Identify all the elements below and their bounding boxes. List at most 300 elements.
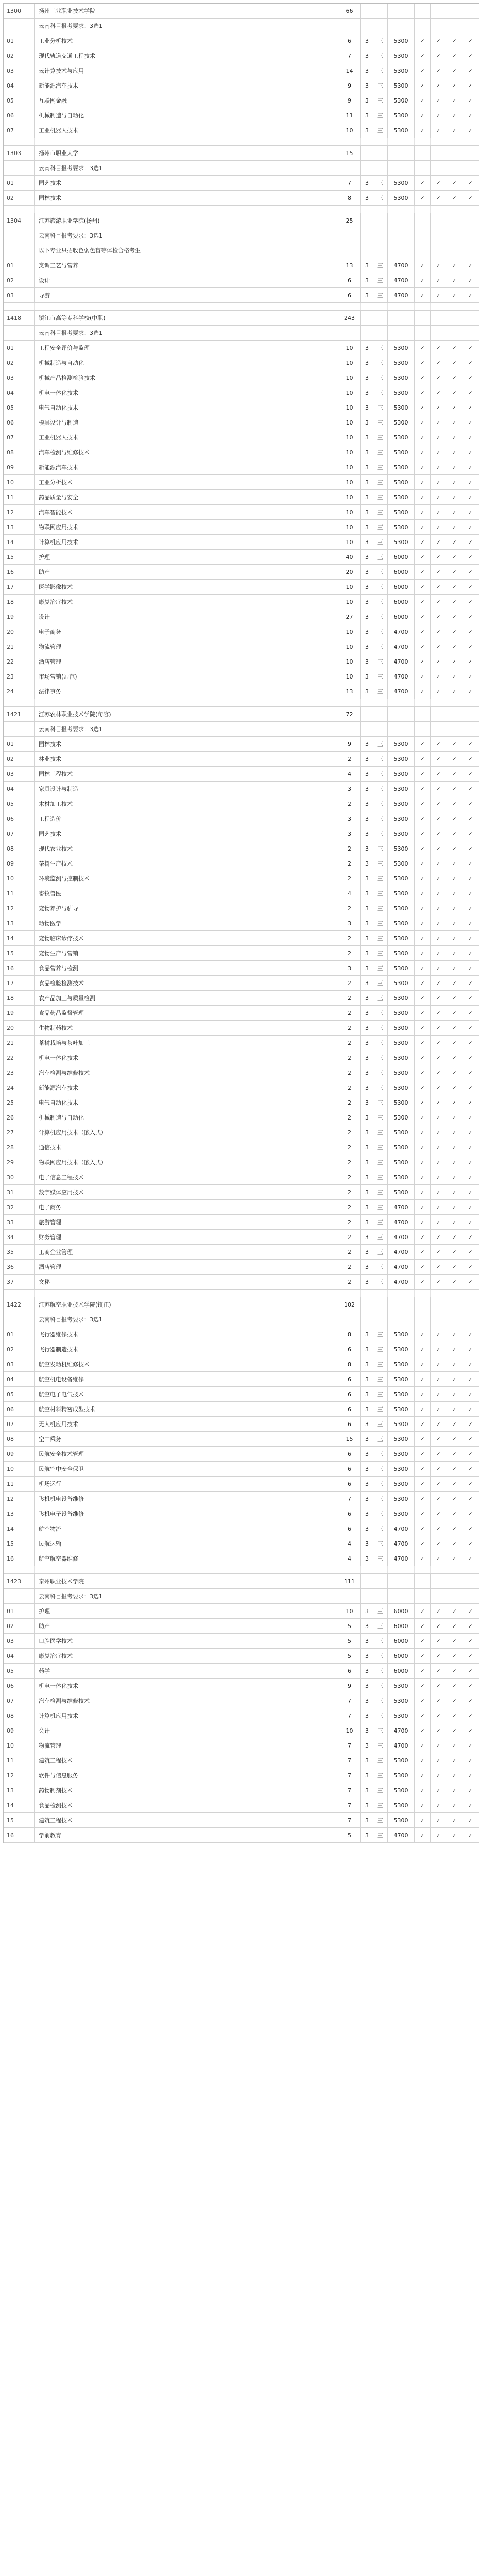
study-years: 3: [361, 1798, 373, 1812]
institution-name: 扬州市职业大学: [35, 146, 338, 160]
check-mark: ✓: [446, 1521, 462, 1536]
table-row: [4, 624, 479, 639]
code-cell: 01: [4, 176, 35, 190]
check-mark: [415, 1297, 431, 1312]
check-mark: [446, 213, 462, 228]
check-mark: [415, 1589, 431, 1603]
plan-count: 15: [338, 146, 361, 160]
level-type: 三: [373, 976, 388, 990]
major-name: 家具设计与制造: [35, 782, 338, 796]
table-row: [4, 1200, 479, 1215]
check-mark: ✓: [446, 1125, 462, 1140]
check-mark: ✓: [446, 93, 462, 108]
code-cell: 31: [4, 1185, 35, 1199]
check-mark: [446, 138, 462, 145]
code-cell: 14: [4, 1798, 35, 1812]
plan-count: 6: [338, 1521, 361, 1536]
check-mark: ✓: [446, 1506, 462, 1521]
requirement-note: 云南科目报考要求：3选1: [35, 1589, 338, 1603]
level-type: 三: [373, 400, 388, 415]
check-mark: [446, 146, 462, 160]
check-mark: [415, 722, 431, 736]
code-cell: 07: [4, 1417, 35, 1431]
tuition-fee: 4700: [388, 1245, 415, 1259]
code-cell: 20: [4, 1021, 35, 1035]
check-mark: ✓: [462, 856, 478, 871]
check-mark: ✓: [431, 1432, 446, 1446]
plan-count: 13: [338, 684, 361, 699]
tuition-fee: 5300: [388, 1050, 415, 1065]
check-mark: ✓: [431, 931, 446, 945]
study-years: 3: [361, 1095, 373, 1110]
table-row: [4, 1536, 479, 1551]
study-years: 3: [361, 520, 373, 534]
tuition-fee: 5300: [388, 93, 415, 108]
table-row: [4, 1275, 479, 1290]
plan-count: 7: [338, 1783, 361, 1798]
study-years: [361, 1297, 373, 1312]
plan-count: 2: [338, 1215, 361, 1229]
code-cell: 12: [4, 1768, 35, 1783]
code-cell: 14: [4, 1521, 35, 1536]
check-mark: ✓: [431, 595, 446, 609]
table-row: [4, 355, 479, 370]
tuition-fee: 5300: [388, 1185, 415, 1199]
code-cell: 33: [4, 1215, 35, 1229]
check-mark: ✓: [462, 385, 478, 400]
table-row: [4, 475, 479, 490]
check-mark: ✓: [431, 1634, 446, 1648]
code-cell: 14: [4, 931, 35, 945]
major-name: 电气自动化技术: [35, 1095, 338, 1110]
level-type: 三: [373, 1768, 388, 1783]
check-mark: ✓: [462, 341, 478, 355]
major-name: 机械产品检测检验技术: [35, 370, 338, 385]
institution-row: [4, 707, 479, 722]
table-row: [4, 1140, 479, 1155]
table-row: [4, 901, 479, 916]
check-mark: ✓: [462, 1813, 478, 1827]
code-cell: 23: [4, 1065, 35, 1080]
plan-count: 2: [338, 1125, 361, 1140]
check-mark: ✓: [415, 595, 431, 609]
check-mark: ✓: [446, 1065, 462, 1080]
check-mark: ✓: [415, 1828, 431, 1842]
study-years: 3: [361, 1521, 373, 1536]
tuition-fee: 6000: [388, 580, 415, 594]
check-mark: ✓: [431, 1536, 446, 1551]
table-row: [4, 669, 479, 684]
tuition-fee: 6000: [388, 1664, 415, 1678]
check-mark: ✓: [462, 961, 478, 975]
check-mark: ✓: [415, 33, 431, 48]
level-type: 三: [373, 78, 388, 93]
check-mark: ✓: [431, 669, 446, 684]
code-cell: 17: [4, 976, 35, 990]
table-row: [4, 886, 479, 901]
check-mark: [415, 161, 431, 175]
check-mark: ✓: [415, 430, 431, 445]
tuition-fee: 5300: [388, 1813, 415, 1827]
code-cell: 07: [4, 123, 35, 138]
code-cell: 15: [4, 550, 35, 564]
table-row: [4, 796, 479, 811]
plan-count: [338, 326, 361, 340]
check-mark: [462, 1574, 478, 1588]
check-mark: ✓: [431, 33, 446, 48]
level-type: 三: [373, 796, 388, 811]
plan-count: 10: [338, 520, 361, 534]
study-years: 3: [361, 811, 373, 826]
code-cell: [4, 228, 35, 243]
check-mark: ✓: [446, 535, 462, 549]
table-row: [4, 782, 479, 796]
table-row: [4, 580, 479, 595]
requirement-note: 云南科目报考要求：3选1: [35, 1312, 338, 1327]
check-mark: ✓: [446, 871, 462, 886]
major-name: 导游: [35, 288, 338, 302]
plan-count: 11: [338, 108, 361, 123]
study-years: 3: [361, 1275, 373, 1289]
major-name: 茶树生产技术: [35, 856, 338, 871]
check-mark: ✓: [446, 609, 462, 624]
table-row: [4, 1185, 479, 1200]
table-row: [4, 505, 479, 520]
major-name: 文秘: [35, 1275, 338, 1289]
check-mark: ✓: [431, 1125, 446, 1140]
code-cell: 37: [4, 1275, 35, 1289]
check-mark: ✓: [415, 609, 431, 624]
check-mark: ✓: [446, 961, 462, 975]
check-mark: ✓: [415, 1275, 431, 1289]
code-cell: 02: [4, 752, 35, 766]
check-mark: ✓: [446, 1036, 462, 1050]
check-mark: ✓: [431, 1813, 446, 1827]
tuition-fee: [388, 1566, 415, 1573]
check-mark: ✓: [462, 811, 478, 826]
level-type: 三: [373, 1140, 388, 1155]
code-cell: 08: [4, 841, 35, 856]
study-years: 3: [361, 639, 373, 654]
study-years: 3: [361, 78, 373, 93]
study-years: 3: [361, 1080, 373, 1095]
level-type: 三: [373, 886, 388, 901]
check-mark: ✓: [446, 1140, 462, 1155]
plan-count: 2: [338, 841, 361, 856]
tuition-fee: 5300: [388, 430, 415, 445]
plan-count: 2: [338, 1036, 361, 1050]
study-years: 3: [361, 1536, 373, 1551]
table-row: [4, 191, 479, 206]
plan-count: 2: [338, 1200, 361, 1214]
level-type: [373, 311, 388, 325]
table-row: [4, 1723, 479, 1738]
plan-count: 25: [338, 213, 361, 228]
check-mark: ✓: [431, 826, 446, 841]
check-mark: ✓: [431, 1357, 446, 1371]
major-name: 物联网应用技术: [35, 520, 338, 534]
tuition-fee: 5300: [388, 856, 415, 871]
check-mark: ✓: [446, 1342, 462, 1357]
table-row: [4, 1021, 479, 1036]
check-mark: ✓: [415, 475, 431, 489]
table-row: [4, 1506, 479, 1521]
check-mark: ✓: [415, 1387, 431, 1401]
study-years: 3: [361, 1417, 373, 1431]
check-mark: ✓: [415, 1768, 431, 1783]
code-cell: [4, 161, 35, 175]
check-mark: ✓: [431, 1768, 446, 1783]
plan-count: 10: [338, 624, 361, 639]
major-name: 康复治疗技术: [35, 1649, 338, 1663]
check-mark: ✓: [415, 385, 431, 400]
check-mark: ✓: [446, 1798, 462, 1812]
check-mark: ✓: [431, 1828, 446, 1842]
check-mark: [415, 243, 431, 258]
check-mark: ✓: [431, 1245, 446, 1259]
major-name: 现代农业技术: [35, 841, 338, 856]
check-mark: ✓: [415, 931, 431, 945]
code-cell: 02: [4, 355, 35, 370]
plan-count: 2: [338, 1021, 361, 1035]
check-mark: [415, 707, 431, 721]
plan-count: [338, 206, 361, 213]
tuition-fee: 5300: [388, 1679, 415, 1693]
check-mark: ✓: [446, 108, 462, 123]
tuition-fee: 5300: [388, 1327, 415, 1342]
study-years: 3: [361, 1708, 373, 1723]
table-row: [4, 871, 479, 886]
plan-count: 2: [338, 1095, 361, 1110]
major-name: 新能源汽车技术: [35, 1080, 338, 1095]
tuition-fee: 5300: [388, 1417, 415, 1431]
check-mark: ✓: [462, 1506, 478, 1521]
check-mark: ✓: [462, 1738, 478, 1753]
tuition-fee: 5300: [388, 1021, 415, 1035]
table-row: [4, 1708, 479, 1723]
level-type: 三: [373, 826, 388, 841]
code-cell: 35: [4, 1245, 35, 1259]
check-mark: ✓: [446, 520, 462, 534]
study-years: 3: [361, 931, 373, 945]
check-mark: [462, 1566, 478, 1573]
check-mark: [462, 1297, 478, 1312]
study-years: 3: [361, 976, 373, 990]
tuition-fee: [388, 206, 415, 213]
study-years: 3: [361, 1828, 373, 1842]
check-mark: ✓: [431, 1155, 446, 1170]
study-years: [361, 1312, 373, 1327]
study-years: 3: [361, 535, 373, 549]
check-mark: ✓: [462, 624, 478, 639]
check-mark: [415, 228, 431, 243]
check-mark: ✓: [415, 1050, 431, 1065]
check-mark: ✓: [431, 445, 446, 460]
check-mark: [446, 722, 462, 736]
major-name: 护理: [35, 1604, 338, 1618]
check-mark: ✓: [415, 1260, 431, 1274]
code-cell: 07: [4, 1693, 35, 1708]
check-mark: ✓: [462, 901, 478, 916]
check-mark: ✓: [462, 370, 478, 385]
check-mark: ✓: [415, 1477, 431, 1491]
major-name: 园艺技术: [35, 176, 338, 190]
check-mark: ✓: [431, 475, 446, 489]
level-type: 三: [373, 1462, 388, 1476]
check-mark: ✓: [446, 258, 462, 273]
table-row: [4, 176, 479, 191]
level-type: 三: [373, 370, 388, 385]
check-mark: ✓: [446, 1275, 462, 1289]
tuition-fee: 5300: [388, 1006, 415, 1020]
major-name: 食品检验检测技术: [35, 976, 338, 990]
code-cell: [4, 243, 35, 258]
check-mark: ✓: [446, 767, 462, 781]
check-mark: ✓: [446, 1783, 462, 1798]
plan-count: 2: [338, 1185, 361, 1199]
code-cell: [4, 19, 35, 33]
requirement-note: 云南科目报考要求：3选1: [35, 326, 338, 340]
level-type: [373, 303, 388, 310]
level-type: [373, 4, 388, 18]
major-name: 设计: [35, 609, 338, 624]
plan-count: 2: [338, 871, 361, 886]
code-cell: 19: [4, 609, 35, 624]
tuition-fee: 5300: [388, 1357, 415, 1371]
code-cell: 05: [4, 796, 35, 811]
level-type: 三: [373, 1110, 388, 1125]
code-cell: [4, 699, 35, 706]
study-years: 3: [361, 191, 373, 205]
plan-count: 2: [338, 976, 361, 990]
code-cell: 27: [4, 1125, 35, 1140]
major-name: 法律事务: [35, 684, 338, 699]
plan-count: 5: [338, 1828, 361, 1842]
study-years: [361, 161, 373, 175]
code-cell: 1422: [4, 1297, 35, 1312]
check-mark: ✓: [462, 176, 478, 190]
study-years: 3: [361, 796, 373, 811]
check-mark: ✓: [462, 1260, 478, 1274]
major-name: 宠物生产与营销: [35, 946, 338, 960]
check-mark: ✓: [431, 654, 446, 669]
code-cell: 04: [4, 1649, 35, 1663]
study-years: [361, 213, 373, 228]
major-name: [35, 138, 338, 145]
plan-count: 9: [338, 93, 361, 108]
check-mark: ✓: [415, 991, 431, 1005]
study-years: [361, 303, 373, 310]
institution-name: 镇江市高等专科学校(中职): [35, 311, 338, 325]
table-row: [4, 1170, 479, 1185]
check-mark: ✓: [431, 946, 446, 960]
table-row: [4, 1604, 479, 1619]
major-name: 云计算技术与应用: [35, 63, 338, 78]
tuition-fee: [388, 1297, 415, 1312]
plan-count: 10: [338, 654, 361, 669]
check-mark: ✓: [415, 535, 431, 549]
table-row: [4, 1095, 479, 1110]
table-row: [4, 33, 479, 48]
table-row: [4, 1357, 479, 1372]
plan-count: 7: [338, 1753, 361, 1768]
check-mark: ✓: [415, 1417, 431, 1431]
check-mark: ✓: [431, 1006, 446, 1020]
code-cell: 02: [4, 1342, 35, 1357]
plan-count: 10: [338, 460, 361, 474]
check-mark: ✓: [415, 901, 431, 916]
check-mark: ✓: [431, 565, 446, 579]
check-mark: ✓: [462, 48, 478, 63]
study-years: 3: [361, 1462, 373, 1476]
study-years: [361, 1566, 373, 1573]
level-type: 三: [373, 1738, 388, 1753]
code-cell: 18: [4, 595, 35, 609]
plan-count: 2: [338, 1065, 361, 1080]
check-mark: ✓: [415, 176, 431, 190]
major-name: 互联网金融: [35, 93, 338, 108]
check-mark: ✓: [431, 460, 446, 474]
check-mark: ✓: [446, 1477, 462, 1491]
plan-count: 7: [338, 1768, 361, 1783]
check-mark: ✓: [446, 273, 462, 287]
level-type: 三: [373, 901, 388, 916]
tuition-fee: 5300: [388, 415, 415, 430]
check-mark: ✓: [415, 580, 431, 594]
tuition-fee: 5300: [388, 1506, 415, 1521]
level-type: 三: [373, 258, 388, 273]
check-mark: ✓: [462, 1155, 478, 1170]
check-mark: ✓: [462, 1095, 478, 1110]
table-row: [4, 811, 479, 826]
major-name: 空中乘务: [35, 1432, 338, 1446]
check-mark: ✓: [431, 1738, 446, 1753]
tuition-fee: 5300: [388, 355, 415, 370]
major-name: 工业分析技术: [35, 33, 338, 48]
level-type: 三: [373, 550, 388, 564]
level-type: 三: [373, 385, 388, 400]
check-mark: ✓: [431, 1723, 446, 1738]
level-type: 三: [373, 490, 388, 504]
study-years: [361, 243, 373, 258]
major-name: 计算机应用技术（嵌入式）: [35, 1125, 338, 1140]
plan-count: 10: [338, 580, 361, 594]
tuition-fee: 4700: [388, 1536, 415, 1551]
level-type: 三: [373, 1215, 388, 1229]
code-cell: 08: [4, 445, 35, 460]
check-mark: ✓: [431, 490, 446, 504]
study-years: 3: [361, 1477, 373, 1491]
code-cell: 02: [4, 191, 35, 205]
tuition-fee: 4700: [388, 1230, 415, 1244]
code-cell: 21: [4, 639, 35, 654]
tuition-fee: 5300: [388, 191, 415, 205]
check-mark: ✓: [431, 341, 446, 355]
check-mark: ✓: [462, 826, 478, 841]
tuition-fee: 5300: [388, 901, 415, 916]
level-type: 三: [373, 684, 388, 699]
check-mark: ✓: [446, 1110, 462, 1125]
tuition-fee: 5300: [388, 520, 415, 534]
tuition-fee: 4700: [388, 1551, 415, 1566]
check-mark: ✓: [431, 1230, 446, 1244]
table-row: [4, 123, 479, 138]
check-mark: ✓: [446, 1664, 462, 1678]
code-cell: 03: [4, 63, 35, 78]
tuition-fee: [388, 1312, 415, 1327]
table-row: [4, 991, 479, 1006]
check-mark: ✓: [446, 1327, 462, 1342]
